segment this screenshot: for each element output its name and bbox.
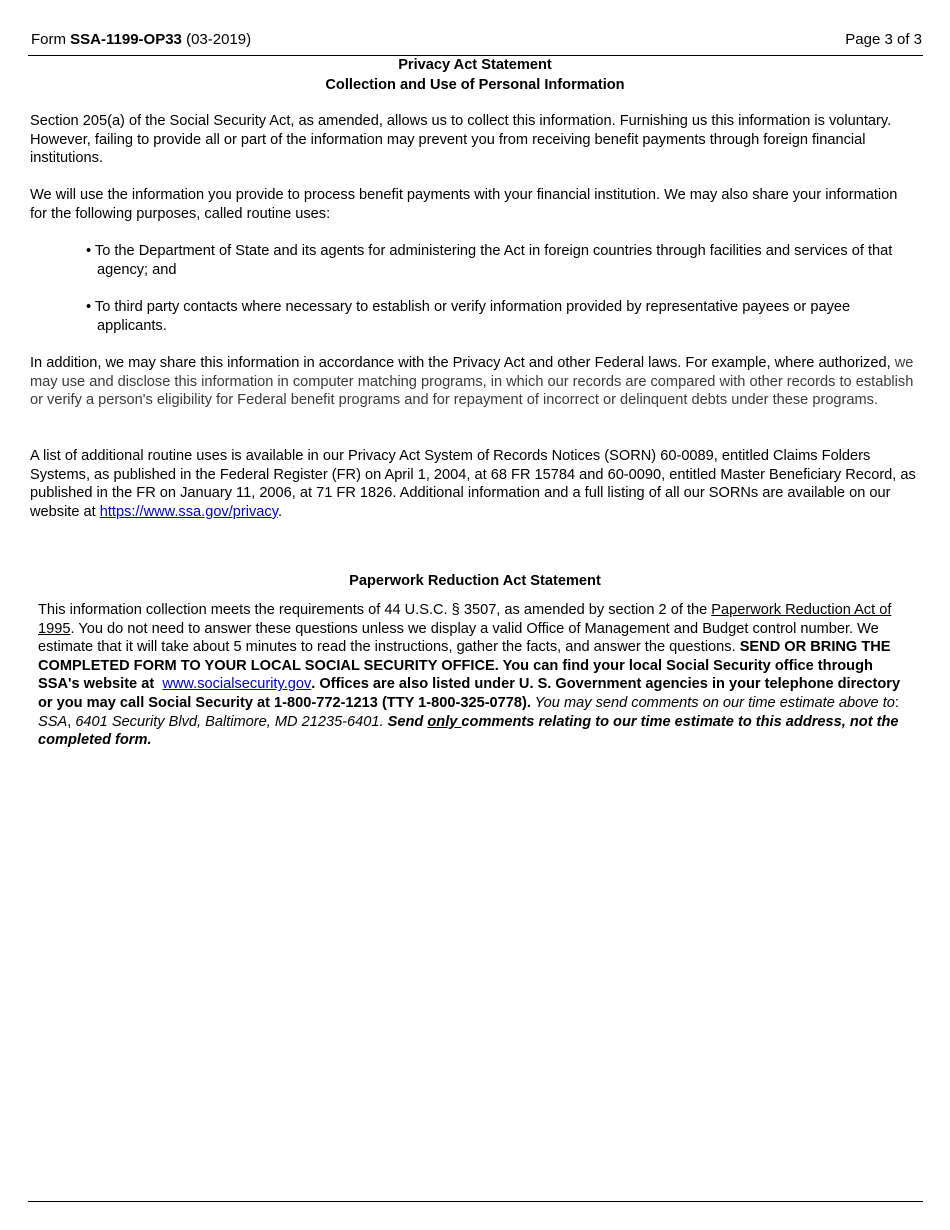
sorn-text: A list of additional routine uses is available in our Privacy Act System of Records Notices (SORN) 60-0089, entitled Claims Folders Systems, as published in the Federal Register (FR) on April 1, 2004, at 68 FR 15784 and 60-0090, entitled Master Beneficiary Record, as published in the FR on January 11, 2006, at 71 FR 1826. Additional information and a full listing of all our SORNs are available on our website at bbox=[30, 448, 916, 520]
office-listing-text: . Offices are also listed under U. S. Government agencies in your telephone directory or you may call Social Security at 1-800-772-1213 (TTY 1-800-325-0778). bbox=[38, 676, 901, 711]
only-emphasis: only bbox=[427, 713, 462, 730]
form-prefix: Form bbox=[31, 31, 71, 48]
paperwork-title: Paperwork Reduction Act Statement bbox=[349, 573, 601, 589]
privacy-paragraph-2: We will use the information you provide to process benefit payments with your financial institution. We may also share your information for the following purposes, called routine uses: bbox=[30, 187, 898, 222]
comments-text: You may send comments on our time estimate above to bbox=[530, 694, 895, 711]
socialsecurity-link[interactable]: www.socialsecurity.gov bbox=[162, 676, 312, 693]
ssa-name: SSA bbox=[38, 713, 68, 730]
privacy-paragraph-1: Section 205(a) of the Social Security Act, as amended, allows us to collect this information. Furnishing us this information is voluntary. However, failing to provide all or part of the information may prevent you from receiving benefit payments through foreign financial institutions. bbox=[30, 113, 892, 167]
form-identifier bbox=[31, 31, 251, 50]
paperwork-paragraph bbox=[38, 601, 912, 750]
sorn-text-end: . bbox=[277, 503, 282, 520]
privacy-title: Privacy Act Statement bbox=[398, 57, 552, 73]
form-date: (03-2019) bbox=[181, 31, 252, 48]
page-header bbox=[31, 31, 922, 53]
page-number: Page 3 of 3 bbox=[845, 31, 922, 48]
ssa-address: 6401 Security Blvd, Baltimore, MD 21235-6401. bbox=[75, 713, 388, 730]
send-only-text: Send bbox=[387, 713, 428, 730]
comments-address-note: comments relating to our time estimate to this address, not the completed form. bbox=[38, 713, 899, 749]
comma-text: , bbox=[67, 713, 76, 730]
footer-divider bbox=[28, 1201, 923, 1202]
paperwork-text: . You do not need to answer these questions unless we display a valid Office of Management and Budget control number. We estimate that it will take about 5 minutes to read the instructions, gather the facts, and answer the questions. bbox=[38, 620, 879, 656]
paperwork-text: This information collection meets the requirements of 44 U.S.C. § 3507, as amended by section 2 of the bbox=[38, 602, 712, 618]
paperwork-act-reference: Paperwork Reduction Act of 1995 bbox=[38, 602, 892, 637]
routine-use-item: • To the Department of State and its agents for administering the Act in foreign countries through facilities and services of that agency; and bbox=[86, 243, 893, 278]
colon-text: : bbox=[894, 694, 899, 711]
privacy-paragraph-3-start: In addition, we may share this information in accordance with the Privacy Act and other Federal laws. For example, where authorized, bbox=[30, 355, 891, 371]
privacy-subtitle: Collection and Use of Personal Information bbox=[325, 77, 625, 93]
send-instructions: SEND OR BRING THE COMPLETED FORM TO YOUR LOCAL SOCIAL SECURITY OFFICE. You can find your local Social Security office through SSA's website at bbox=[38, 639, 891, 693]
routine-use-item: • To third party contacts where necessary to establish or verify information provided by representative payees or payee applicants. bbox=[86, 299, 851, 334]
form-number: SSA-1199-OP33 bbox=[70, 31, 182, 48]
privacy-paragraph-3-rest: we may use and disclose this information in computer matching programs, in which our records are compared with other records to establish or verify a person's eligibility for Federal benefit programs and for repayment of incorrect or delinquent debts under these programs. bbox=[30, 355, 914, 409]
privacy-link[interactable]: https://www.ssa.gov/privacy bbox=[99, 503, 278, 520]
privacy-paragraph-3 bbox=[30, 354, 918, 410]
privacy-paragraph-4 bbox=[30, 447, 918, 521]
